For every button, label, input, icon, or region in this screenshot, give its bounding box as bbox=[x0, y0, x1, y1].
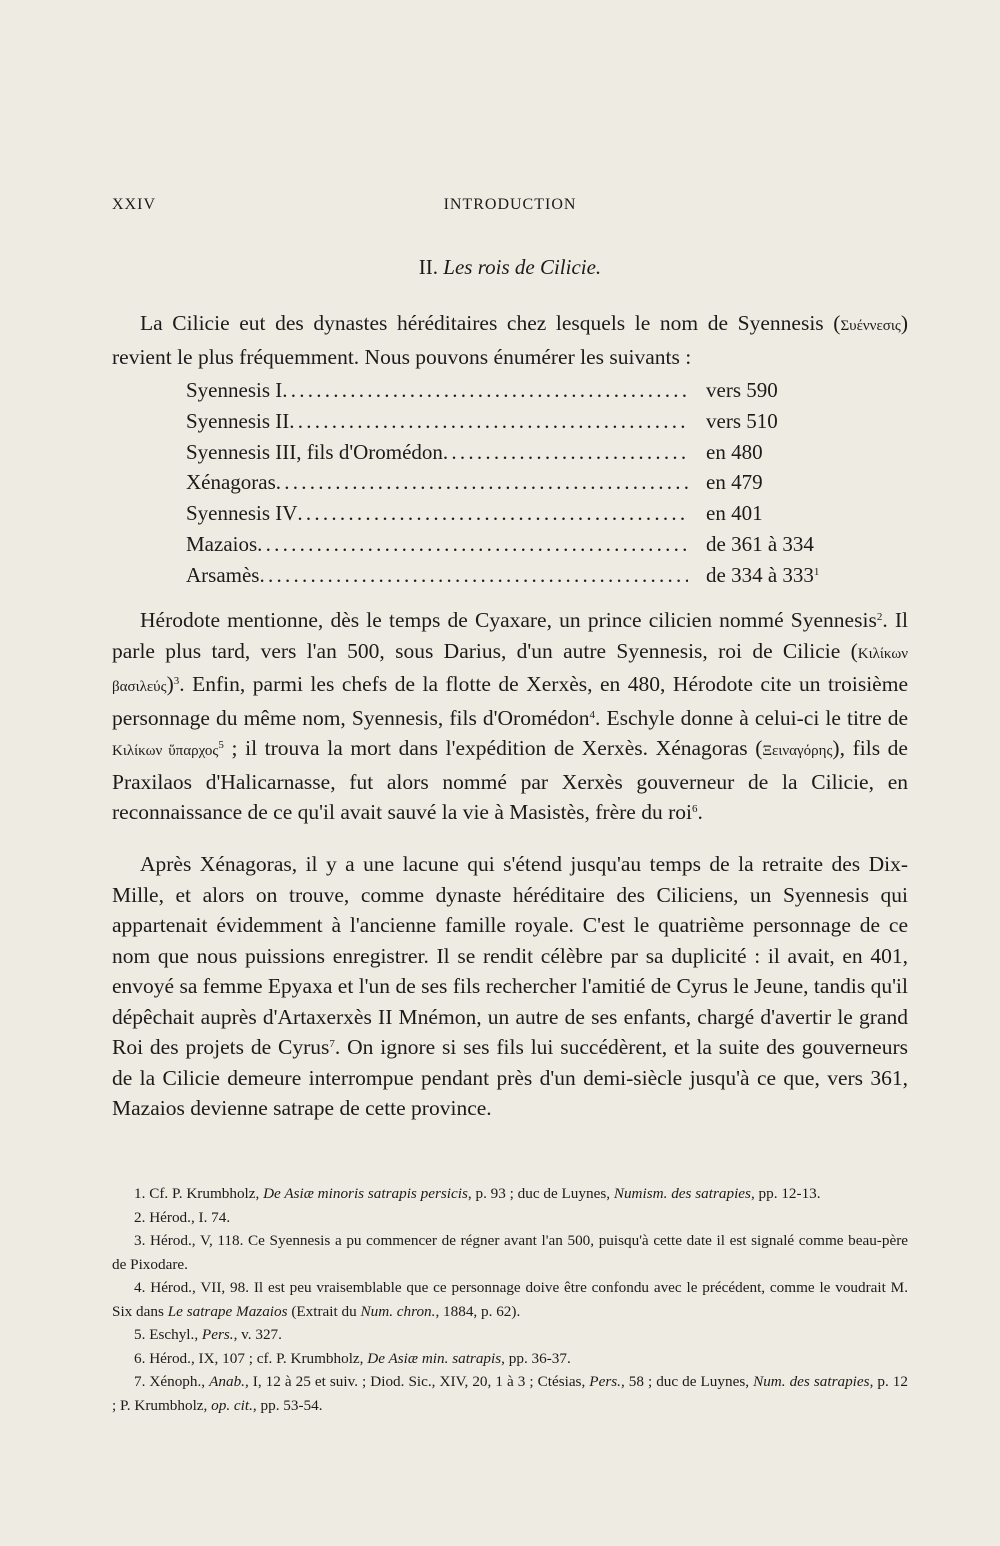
footnote-1: 1. Cf. P. Krumbholz, De Asiæ minoris satrapis persicis, p. 93 ; duc de Luynes, Numism. des satrapies, pp. 12-13. bbox=[134, 1185, 821, 1202]
running-title: INTRODUCTION bbox=[443, 196, 577, 213]
dot-leader bbox=[257, 529, 688, 560]
king-row bbox=[186, 467, 856, 498]
dot-leader bbox=[297, 498, 688, 529]
footnote-ref[interactable]: 1 bbox=[813, 565, 820, 578]
text-run: . bbox=[697, 800, 703, 824]
footnotes bbox=[112, 1182, 908, 1417]
paragraph-herodotus bbox=[112, 605, 908, 828]
king-date: de 334 à $333^1$ bbox=[706, 562, 820, 587]
text-run: . On ignore si ses fils lui succédèrent, et la suite des gouverneurs de la Cilicie demeure interrompue pendant près d'un demi-siècle jusqu'à ce que, vers 361, Mazaios devienne satrape de cette province. bbox=[112, 1035, 908, 1120]
king-date: vers 590 bbox=[706, 378, 778, 402]
intro-text: La Cilicie eut des dynastes héréditaires chez lesquels le nom de Syennesis ( bbox=[140, 311, 841, 335]
page-number: XXIV bbox=[112, 196, 156, 213]
footnote-2: 2. Hérod., I. 74. bbox=[134, 1208, 231, 1226]
dot-leader bbox=[443, 437, 688, 468]
footnote-5: 5. Eschyl., Pers., v. 327. bbox=[134, 1326, 282, 1343]
footnote-6: 6. Hérod., IX, 107 ; cf. P. Krumbholz, De Asiæ min. satrapis, pp. 36-37. bbox=[134, 1349, 571, 1367]
king-name: Mazaios bbox=[186, 531, 258, 556]
king-row bbox=[186, 498, 856, 529]
greek-term: Κιλίκων ὕπαρχος bbox=[112, 743, 219, 759]
king-date: vers 510 bbox=[706, 408, 778, 433]
dot-leader bbox=[259, 560, 688, 591]
king-name: Syennesis IV bbox=[186, 501, 298, 526]
text-run: ), fils de Praxilaos d'Halicarnasse, fut alors nommé par Xerxès gouverneur de la Cilicie, en reconnaissance de ce qu'il avait sauvé la vie à Masistès, frère du roi bbox=[112, 736, 908, 824]
king-row bbox=[186, 375, 856, 406]
section-title bbox=[112, 255, 908, 280]
king-name: Syennesis III, fils d'Oromédon bbox=[186, 439, 443, 464]
intro-paragraph bbox=[112, 308, 908, 372]
footnote-3: 3. Hérod., V, 118. Ce Syennesis a pu commencer de régner avant l'an 500, puisqu'à cette date il est signalé comme beau-père de Pixodare. bbox=[112, 1232, 908, 1273]
king-row bbox=[186, 406, 856, 437]
king-date: de 361 à 334 bbox=[706, 531, 814, 556]
greek-term: Ξειναγόρης bbox=[762, 743, 833, 759]
text-run: . Eschyle donne à celui-ci le titre de bbox=[594, 705, 908, 730]
greek-term: Κιλίκων βασιλεύς bbox=[112, 645, 908, 695]
footnote-ref[interactable]: 2 bbox=[876, 611, 883, 623]
kings-list bbox=[186, 375, 856, 591]
footnote-7: 7. Xénoph., Anab., I, 12 à 25 et suiv. ; Diod. Sic., XIV, 20, 1 à 3 ; Ctésias, Pers., 58 ; duc de Luynes, Num. des satrapies, p. 12 ; P. Krumbholz, op. cit., pp. 53-54. bbox=[112, 1373, 908, 1414]
king-name: Syennesis I bbox=[186, 378, 283, 402]
intro-text: ) revient le plus fréquemment. Nous pouvons énumérer les suivants : bbox=[112, 311, 908, 369]
section-number: II. bbox=[418, 255, 439, 279]
king-row bbox=[186, 529, 856, 560]
dot-leader bbox=[289, 406, 688, 437]
text-run: . Enfin, parmi les chefs de la flotte de Xerxès, en 480, Hérodote cite un troisième personnage du même nom, Syennesis, fils d'Oromédon bbox=[112, 672, 908, 730]
text-run: ; il trouva la mort dans l'expédition de Xerxès. Xénagoras ( bbox=[223, 736, 763, 760]
king-date: en 401 bbox=[706, 501, 763, 526]
greek-term: Συέννεσις bbox=[840, 318, 901, 334]
text-run: . Il parle plus tard, vers l'an 500, sous Darius, d'un autre Syennesis, roi de Cilicie ( bbox=[112, 608, 908, 663]
king-row bbox=[186, 437, 856, 468]
text-run: Après Xénagoras, il y a une lacune qui s'étend jusqu'au temps de la retraite des Dix-Mille, et alors on trouve, comme dynaste héréditaire des Ciliciens, un Syennesis qui appartenait évidemment à l'ancienne famille royale. C'est le quatrième personnage de ce nom que nous puissions enregistrer. Il se rendit célèbre par sa duplicité : il avait, en 401, envoyé sa femme Epyaxa et l'un de ses fils rechercher l'amitié de Cyrus le Jeune, tandis qu'il dépêchait auprès d'Artaxerxès II Mnémon, un autre de ses enfants, chargé d'avertir le grand Roi des projets de Cyrus bbox=[112, 852, 908, 1059]
section-heading: Les rois de Cilicie. bbox=[443, 255, 602, 279]
footnote-ref[interactable]: 6 bbox=[691, 803, 698, 815]
text-run: ) bbox=[166, 672, 174, 696]
footnote-ref[interactable]: 7 bbox=[329, 1038, 335, 1050]
king-name: Arsamès bbox=[186, 562, 260, 587]
king-name: Xénagoras bbox=[186, 470, 276, 495]
footnote-4: 4. Hérod., VII, 98. Il est peu vraisemblable que ce personnage doive être confondu avec le précédent, comme le voudrait M. Six dans Le satrape Mazaios (Extrait du Num. chron., 1884, p. 62). bbox=[112, 1279, 908, 1320]
king-date: en 479 bbox=[706, 470, 763, 495]
text-run: Hérodote mentionne, dès le temps de Cyaxare, un prince cilicien nommé Syennesis bbox=[140, 608, 877, 632]
dot-leader bbox=[276, 467, 688, 498]
king-name: Syennesis II bbox=[186, 408, 290, 433]
dot-leader bbox=[282, 375, 688, 406]
king-date: en 480 bbox=[706, 439, 763, 464]
footnote-ref[interactable]: 5 bbox=[218, 739, 224, 751]
footnote-ref[interactable]: 4 bbox=[589, 708, 595, 721]
footnote-ref[interactable]: 3 bbox=[173, 675, 180, 687]
paragraph-xenagoras bbox=[112, 849, 908, 1124]
king-row bbox=[186, 560, 856, 591]
